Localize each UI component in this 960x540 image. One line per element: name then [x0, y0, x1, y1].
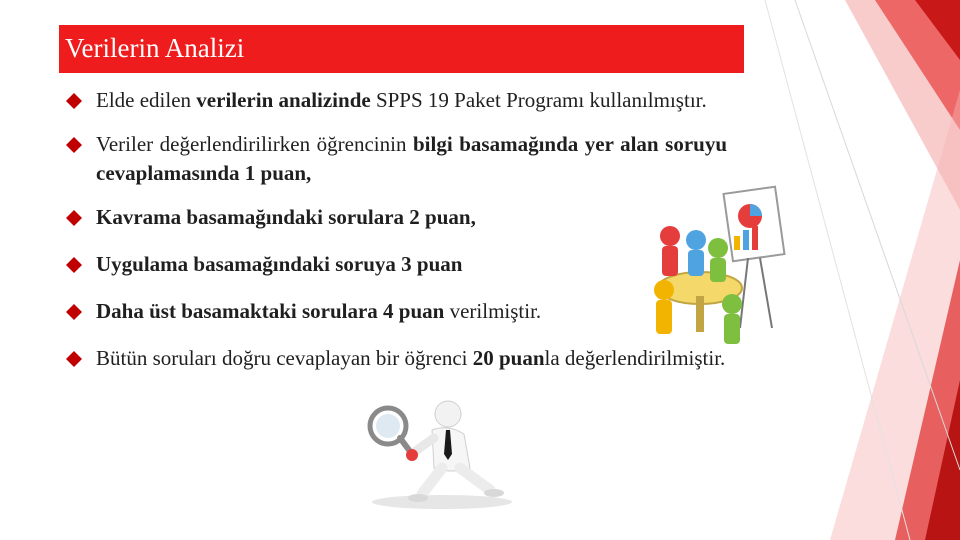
presentation-meeting-illustration — [648, 178, 788, 354]
diamond-bullet-icon — [66, 257, 82, 273]
bullet-text: Veriler değerlendirilirken öğrencinin — [96, 132, 413, 156]
bullet-emphasis: Uygulama basamağındaki soruya 3 puan — [96, 252, 463, 276]
bullet-item — [62, 130, 727, 188]
bullet-emphasis: 20 puan — [472, 346, 545, 370]
bullet-item — [62, 86, 727, 115]
bullet-list — [62, 86, 727, 388]
bullet-item — [62, 203, 727, 232]
diamond-bullet-icon — [66, 304, 82, 320]
bullet-text: verilmiştir. — [444, 299, 542, 323]
diamond-bullet-icon — [66, 137, 82, 153]
magnifier-person-illustration — [362, 398, 517, 513]
bullet-text: SPPS 19 Paket Programı kullanılmıştır. — [370, 88, 707, 112]
bullet-text: Elde edilen — [96, 88, 197, 112]
bullet-item — [62, 344, 727, 373]
bullet-text: la değerlendirilmiştir. — [544, 346, 726, 370]
bullet-item — [62, 250, 727, 279]
title-bar — [59, 25, 744, 73]
diamond-bullet-icon — [66, 351, 82, 367]
slide-title: Verilerin Analizi — [65, 33, 245, 63]
bullet-text: Bütün soruları doğru cevaplayan bir öğrenci — [96, 346, 473, 370]
bullet-emphasis: Daha üst basamaktaki sorulara 4 puan — [96, 299, 445, 323]
diamond-bullet-icon — [66, 210, 82, 226]
diamond-bullet-icon — [66, 93, 82, 109]
bullet-emphasis: bilgi basamağında yer alan soruyu cevaplamasında 1 puan, — [96, 132, 727, 185]
bullet-item — [62, 297, 727, 326]
bullet-emphasis: Kavrama basamağındaki sorulara 2 puan, — [96, 205, 476, 229]
bullet-emphasis: verilerin analizinde — [196, 88, 371, 112]
